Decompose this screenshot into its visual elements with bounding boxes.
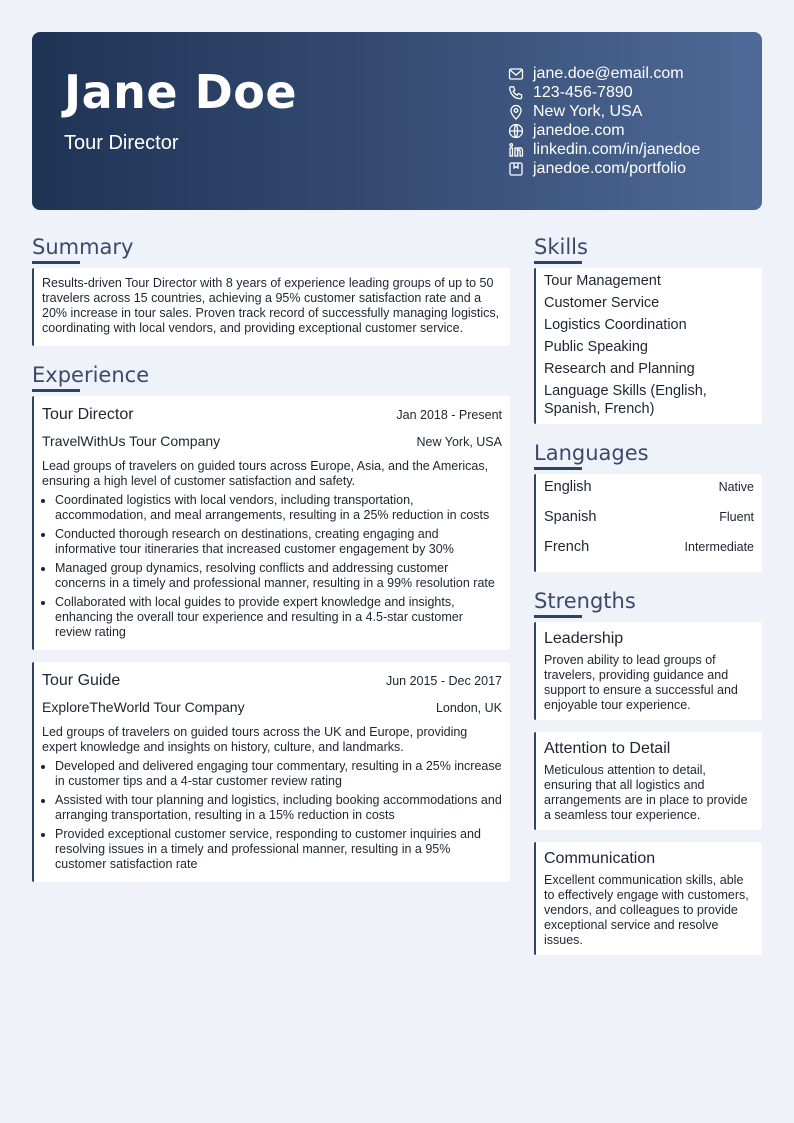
summary-heading	[32, 234, 510, 260]
experience-heading-text: Experience	[32, 363, 150, 387]
job-bullet: • Developed and delivered engaging tour commentary, resulting in a 25% increase in customer tips and a 4-star customer review rating	[55, 759, 502, 789]
strength-card	[534, 732, 762, 830]
summary-text: Results-driven Tour Director with 8 years of experience leading groups of up to 50 travelers across 15 countries, achieving a 95% customer satisfaction rate and a 20% increase in tour sales. Proven track record of successfully managing logistics, coordinating with local vendors, and providing exceptional customer service.	[42, 276, 500, 335]
contact-email-text: jane.doe@email.com	[533, 64, 684, 82]
language-name: French	[544, 539, 590, 555]
language-row	[544, 538, 754, 568]
portfolio-icon	[508, 161, 524, 177]
strength-title: Attention to Detail	[544, 740, 671, 757]
contact-email[interactable]	[508, 64, 700, 83]
strengths-heading	[534, 588, 762, 614]
language-level: Intermediate	[684, 540, 754, 554]
contact-linkedin[interactable]	[508, 140, 700, 159]
company-name: ExploreTheWorld Tour Company	[42, 699, 245, 715]
job-bullets	[42, 493, 502, 640]
resume-header	[32, 32, 762, 210]
job-bullet: • Collaborated with local guides to provide expert knowledge and insights, enhancing the overall tour experience and resulting in a 4.5-star customer review rating	[55, 595, 502, 640]
skill-item: Logistics Coordination	[544, 317, 687, 333]
company-name: TravelWithUs Tour Company	[42, 433, 221, 449]
job-bullets	[42, 759, 502, 872]
heading-underline	[534, 467, 582, 470]
contact-phone[interactable]	[508, 83, 700, 102]
strength-title: Leadership	[544, 630, 624, 647]
job-location: London, UK	[435, 701, 502, 715]
right-column	[534, 234, 762, 955]
languages-card	[534, 474, 762, 572]
job-title: Tour Guide	[42, 672, 121, 689]
contact-location-text: New York, USA	[533, 102, 643, 120]
company-row	[42, 432, 502, 451]
contact-website[interactable]	[508, 121, 700, 140]
skill-item: Research and Planning	[544, 361, 695, 377]
language-name: Spanish	[544, 509, 597, 525]
job-description: Lead groups of travelers on guided tours across Europe, Asia, and the Americas, ensuring a high level of customer satisfaction and safety.	[42, 459, 489, 488]
job-bullet: • Managed group dynamics, resolving conflicts and addressing customer concerns in a timely and professional manner, resulting in a 99% resolution rate	[55, 561, 502, 591]
globe-icon	[508, 123, 524, 139]
left-column	[32, 234, 510, 882]
linkedin-icon	[508, 142, 524, 158]
contact-location	[508, 102, 700, 121]
skill-item: Language Skills (English, Spanish, French)	[544, 383, 707, 417]
strength-card	[534, 622, 762, 720]
skill-item: Tour Management	[544, 273, 661, 289]
job-card	[32, 396, 510, 650]
languages-heading-text: Languages	[534, 441, 649, 465]
location-icon	[508, 104, 524, 120]
skill-item: Public Speaking	[544, 339, 648, 355]
language-row	[544, 508, 754, 538]
language-row	[544, 478, 754, 508]
skill-item: Customer Service	[544, 295, 660, 311]
strength-description: Proven ability to lead groups of travelers, providing guidance and support to ensure a successful and enjoyable tour experience.	[544, 653, 738, 712]
heading-underline	[32, 261, 80, 264]
job-description: Led groups of travelers on guided tours across the UK and Europe, providing expert knowledge and insights on history, culture, and landmarks.	[42, 725, 468, 754]
candidate-role: Tour Director	[64, 132, 179, 154]
heading-underline	[32, 389, 80, 392]
skills-heading-text: Skills	[534, 235, 588, 259]
job-title-row	[42, 671, 502, 691]
skills-heading	[534, 234, 762, 260]
contact-website-text: janedoe.com	[533, 121, 625, 139]
contact-portfolio-text: janedoe.com/portfolio	[533, 159, 686, 177]
job-title: Tour Director	[42, 406, 134, 423]
job-title-row	[42, 405, 502, 425]
job-date: Jun 2015 - Dec 2017	[385, 674, 502, 688]
strength-title: Communication	[544, 850, 656, 867]
contact-phone-text: 123-456-7890	[533, 83, 633, 101]
job-bullet: • Conducted thorough research on destinations, creating engaging and informative tour itineraries that increased customer engagement by 30%	[55, 527, 502, 557]
strength-description: Excellent communication skills, able to effectively engage with customers, vendors, and colleagues to provide exceptional service and resolve issues.	[544, 873, 749, 947]
languages-heading	[534, 440, 762, 466]
language-level: Native	[718, 480, 754, 494]
strength-card	[534, 842, 762, 955]
mail-icon	[508, 66, 524, 82]
company-row	[42, 698, 502, 717]
candidate-name: Jane Doe	[64, 65, 298, 119]
job-date: Jan 2018 - Present	[396, 408, 502, 422]
heading-underline	[534, 261, 582, 264]
language-level: Fluent	[719, 510, 754, 524]
job-bullet: • Coordinated logistics with local vendors, including transportation, accommodation, and meal arrangements, resulting in a 25% reduction in costs	[55, 493, 502, 523]
job-location: New York, USA	[416, 435, 502, 449]
contact-list	[508, 64, 700, 178]
strength-description: Meticulous attention to detail, ensuring that all logistics and arrangements are in place to provide a seamless tour experience.	[544, 763, 748, 822]
contact-linkedin-text: linkedin.com/in/janedoe	[533, 140, 701, 158]
language-name: English	[544, 479, 592, 495]
strengths-heading-text: Strengths	[534, 589, 636, 613]
job-card	[32, 662, 510, 882]
summary-card	[32, 268, 510, 346]
job-bullet: • Provided exceptional customer service, responding to customer inquiries and resolving issues in a timely and professional manner, resulting in a 95% customer satisfaction rate	[55, 827, 502, 872]
summary-heading-text: Summary	[32, 235, 134, 259]
contact-portfolio[interactable]	[508, 159, 700, 178]
heading-underline	[534, 615, 582, 618]
phone-icon	[508, 85, 524, 101]
job-bullet: • Assisted with tour planning and logistics, including booking accommodations and arranging transportation, resulting in a 15% reduction in costs	[55, 793, 502, 823]
experience-heading	[32, 362, 510, 388]
skills-card	[534, 268, 762, 424]
